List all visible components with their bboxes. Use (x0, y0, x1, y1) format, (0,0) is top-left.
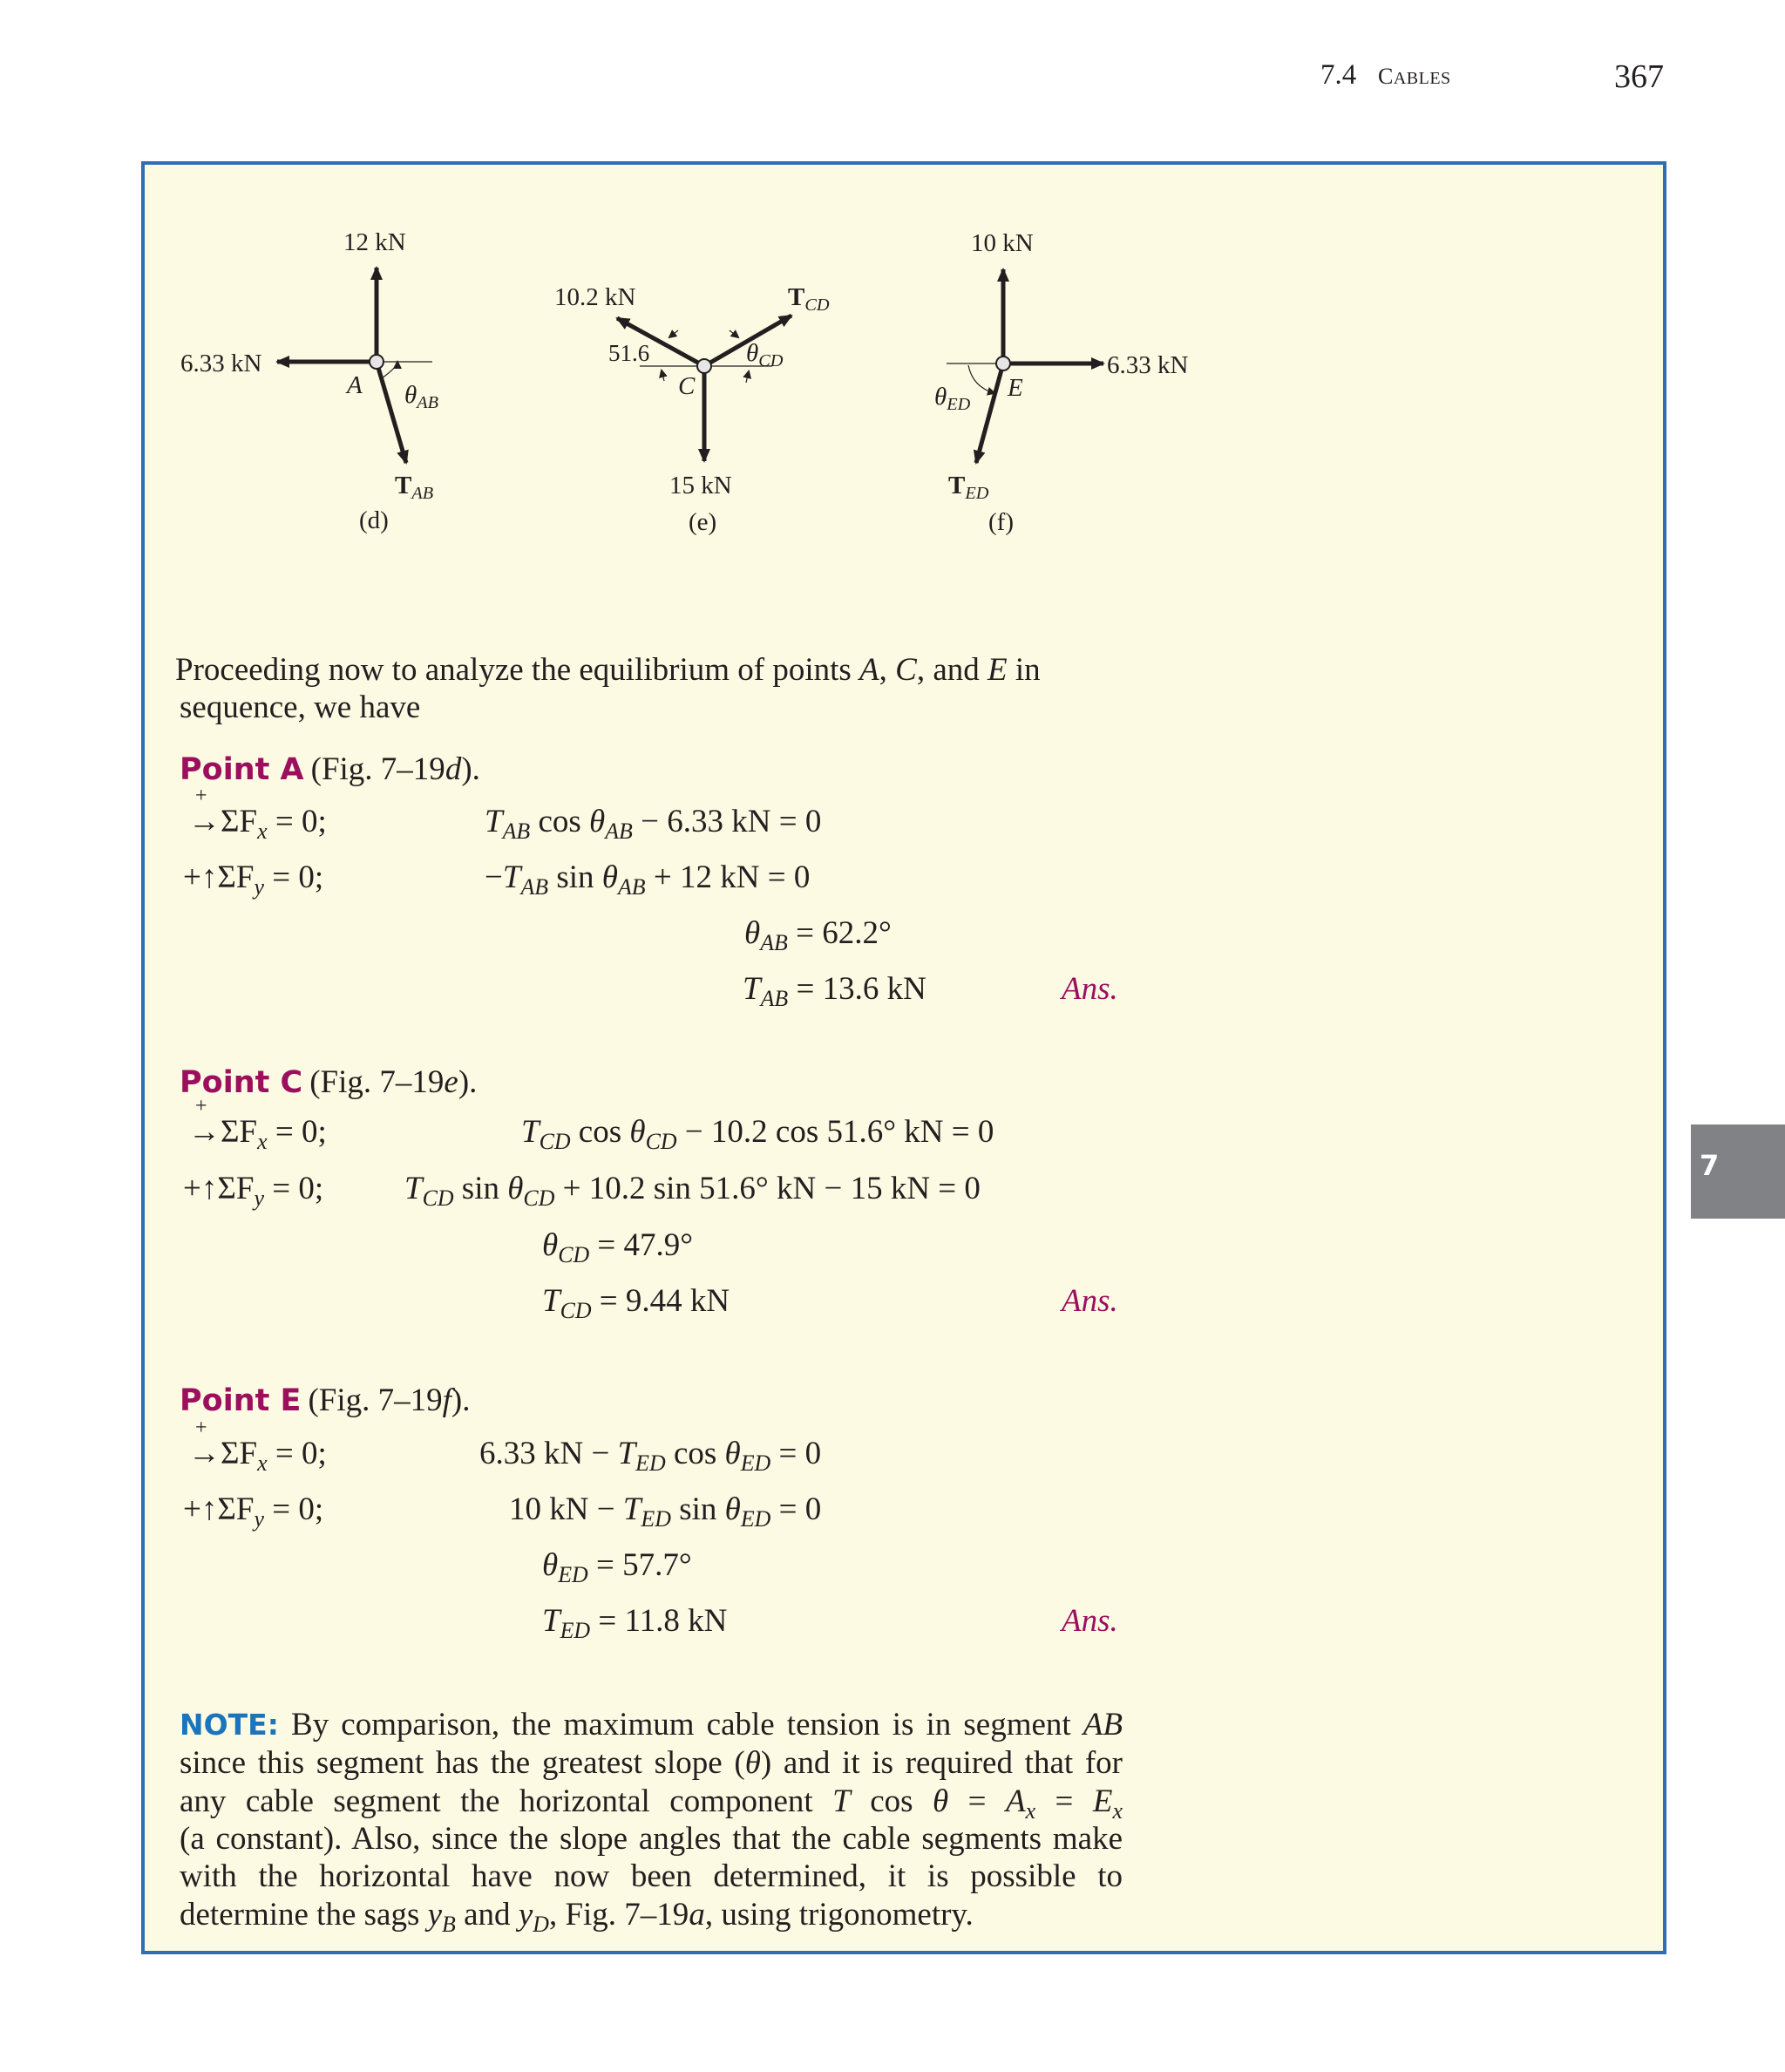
fig-d-force-left: 6.33 kN (180, 350, 262, 377)
point-a-ans: Ans. (1062, 971, 1118, 1007)
fig-d-point: A (347, 371, 363, 399)
point-c-ans: Ans. (1062, 1283, 1118, 1319)
fig-e-force-upleft: 10.2 kN (554, 283, 636, 311)
point-e-ref: (Fig. 7–19f). (308, 1382, 471, 1418)
point-c-eq2-label: $+↑\Sigma F_y = 0$; (183, 1171, 324, 1211)
fig-f-angle: $\theta_{ED}$ (934, 383, 971, 415)
fig-e-caption: (e) (689, 508, 717, 536)
point-c-heading-row (180, 1063, 477, 1101)
point-e-result-angle: $\theta_{ED} = 57.7^\circ$ (542, 1547, 692, 1587)
fig-e-angle-left: 51.6 (608, 340, 650, 366)
point-e-eq2: 10 kN − $T_{ED}$ $\sin \theta_{ED} = 0$ (509, 1491, 822, 1532)
fig-e-point: C (678, 372, 696, 400)
intro-line-2: sequence, we have (180, 690, 421, 725)
point-a-eq2-label: $+↑\Sigma F_y = 0$; (183, 859, 324, 900)
running-header (1320, 59, 1451, 92)
point-a-eq1: $T_{AB}$ $\cos \theta_{AB} - 6.33$ kN = 0 (485, 804, 822, 844)
point-c-ref: (Fig. 7–19e). (309, 1064, 478, 1100)
fig-d-tension: $T_{AB}$ (395, 472, 434, 504)
note-line-3: any cable segment the horizontal component T $\cos \theta = A_x = E_x$ (180, 1783, 1123, 1824)
point-c-result-angle: $\theta_{CD} = 47.9^\circ$ (542, 1227, 694, 1267)
point-a-heading: Point A (180, 752, 304, 787)
fig-d-angle: $\theta_{AB}$ (404, 381, 439, 413)
note-line-1: NOTE: By comparison, the maximum cable tension is in segment AB (180, 1707, 1123, 1743)
fig-d-caption: (d) (359, 506, 389, 534)
fig-f-point: E (1008, 374, 1023, 402)
point-e-eq2-label: $+↑\Sigma F_y = 0$; (183, 1491, 324, 1532)
note-line-5: with the horizontal have now been determined, it is possible to (180, 1858, 1123, 1894)
page-number: 367 (1614, 58, 1664, 95)
fig-d-force-up: 12 kN (343, 228, 406, 256)
fig-e-force-down: 15 kN (669, 472, 732, 499)
point-c-result-tension: $T_{CD} = 9.44$ kN (542, 1283, 730, 1323)
fig-f-force-right: 6.33 kN (1107, 351, 1189, 379)
point-e-result-tension: $T_{ED} = 11.8$ kN (542, 1603, 728, 1643)
point-a-result-tension: $T_{AB} = 13.6$ kN (743, 971, 926, 1011)
section-title: CABLES (1378, 64, 1451, 89)
fig-f-tension: $T_{ED}$ (948, 472, 989, 504)
intro-line-1: Proceeding now to analyze the equilibrium of points A, C, and E in (175, 652, 1041, 688)
fig-f-caption: (f) (988, 508, 1014, 536)
note-line-2: since this segment has the greatest slope (θ) and it is required that for (180, 1745, 1123, 1781)
figure-e (617, 316, 791, 461)
point-c-eq1: $T_{CD}$ $\cos \theta_{CD} - 10.2$ cos 51.6° kN = 0 (521, 1114, 994, 1154)
fig-e-angle: $\theta_{CD}$ (746, 339, 784, 371)
note-line-6: determine the sags $y_B$ and $y_D$, Fig. 7–19a, using trigonometry. (180, 1897, 974, 1937)
section-number: 7.4 (1320, 59, 1357, 91)
note-line-4: (a constant). Also, since the slope angles that the cable segments make (180, 1821, 1123, 1857)
point-a-ref: (Fig. 7–19d). (310, 751, 480, 787)
point-e-eq1: 6.33 kN − $T_{ED}$ $\cos \theta_{ED} = 0$ (479, 1436, 822, 1476)
note-label: NOTE: (180, 1708, 279, 1742)
point-c-eq2: $T_{CD}$ $\sin \theta_{CD} + 10.2$ sin 51.6° kN − 15 kN = 0 (404, 1171, 981, 1211)
point-a-heading-row (180, 751, 480, 788)
example-box (141, 161, 1666, 1954)
fig-e-tension: $T_{CD}$ (788, 283, 830, 316)
point-e-ans: Ans. (1062, 1603, 1118, 1639)
figure-f (947, 269, 1103, 463)
figure-d (277, 268, 432, 463)
chapter-tab[interactable] (1691, 1124, 1785, 1219)
point-a-result-angle: $\theta_{AB} = 62.2^\circ$ (744, 915, 892, 955)
fig-f-force-up: 10 kN (971, 229, 1034, 257)
point-e-heading: Point E (180, 1383, 302, 1418)
point-a-eq1-label: + $\to\Sigma F_x = 0$; (188, 785, 327, 844)
point-e-heading-row (180, 1382, 470, 1419)
point-c-eq1-label: + $\to\Sigma F_x = 0$; (188, 1095, 327, 1154)
point-a-eq2: $-T_{AB}$ $\sin \theta_{AB} + 12$ kN = 0 (485, 859, 811, 900)
point-e-eq1-label: + $\to\Sigma F_x = 0$; (188, 1416, 327, 1476)
point-c-heading: Point C (180, 1065, 303, 1100)
chapter-tab-label: 7 (1700, 1149, 1720, 1182)
